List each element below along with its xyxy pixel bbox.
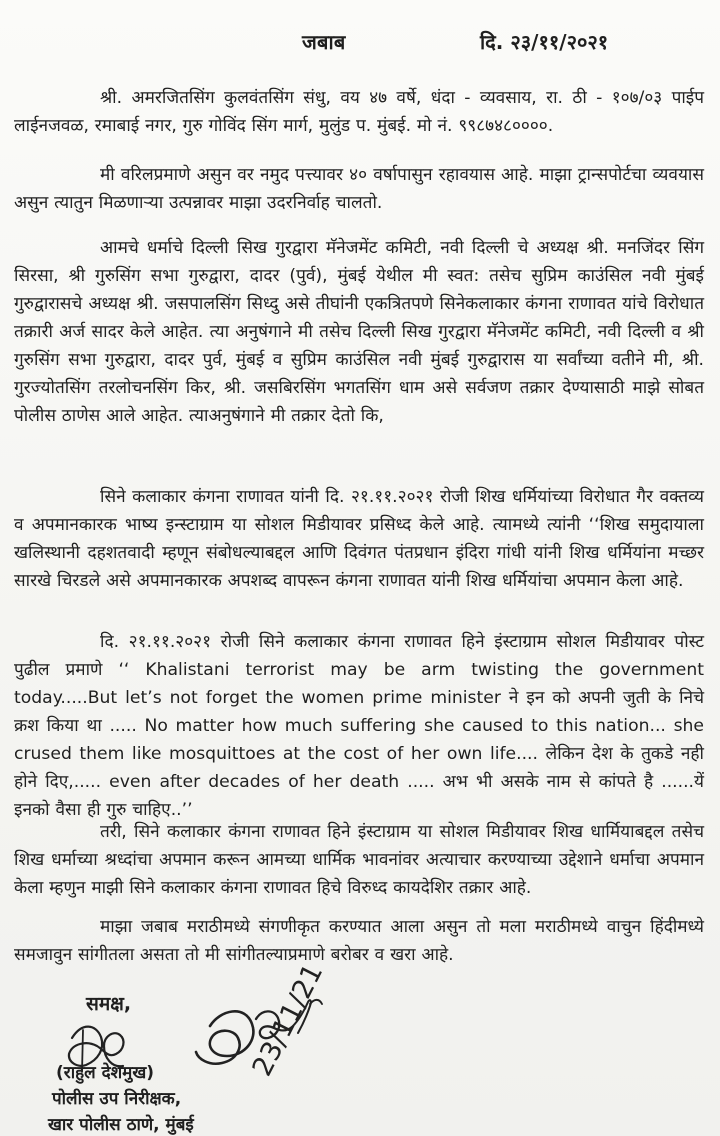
signature-date-label: 23/11/21 (246, 959, 330, 1082)
paragraph-complaint-context: आमचे धर्माचे दिल्ली सिख गुरद्वारा मॅनेजमेंट कमिटी, नवी दिल्ली चे अध्यक्ष श्री. मनजिंदर सिंग सिरसा, श्री गुरुसिंग सभा गुरुद्वारा, दादर (पुर्व), मुंबई येथील मी स्वत: तसेच सुप्रिम काउंसिल नवी मुंबई गुरुद्वारासचे अध्यक्ष श्री. जसपालसिंग सिध्दु असे तीघांनी एकत्रितपणे सिनेकलाकार कंगना राणावत यांचे विरोधात तक्रारी अर्ज सादर केले आहेत. त्या अनुषंगाने मी तसेच दिल्ली सिख गुरद्वारा मॅनेजमेंट कमिटी, नवी दिल्ली व श्री गुरुसिंग सभा गुरुद्वारा, दादर पुर्व, मुंबई व सुप्रिम काउंसिल नवी मुंबई गुरुद्वारास या सर्वांच्या वतीने मी, श्री. गुरज्योतसिंग तरलोचनसिंग किर, श्री. जसबिरसिंग भगतसिंग धाम असे सर्वजण तक्रार देण्यासाठी माझे सोबत पोलीस ठाणेस आले आहेत. त्याअनुषंगाने मी तक्रार देतो कि, (14, 238, 704, 426)
paragraph-complainant-details: श्री. अमरजितसिंग कुलवंतसिंग संधु, वय ४७ वर्षे, धंदा - व्यवसाय, रा. ठी - १०७/०३ पाईप लाईनजवळ, रमाबाई नगर, गुरु गोविंद सिंग मार्ग, मुलुंड प. मुंबई. मो नं. ९९८७४८००००. (14, 88, 704, 136)
officer-rank: पोलीस उप निरीक्षक, (52, 1089, 182, 1109)
signature-block (0, 959, 720, 1136)
officer-name: (राहुल देशमुख) (56, 1063, 155, 1083)
officer-station: खार पोलीस ठाणे, मुंबई (48, 1115, 194, 1135)
paragraph-instagram-post: दि. २१.११.२०२१ रोजी सिने कलाकार कंगना राणावत हिने इंस्टाग्राम सोशल मिडीयावर पोस्ट पुढील प्रमाणे ‘‘ Khalistani terrorist may be arm twisting the government today.....But let’s not forget the women prime minister ने इन को अपनी जुती के निचे क्रश किया था ..... No matter how much suffering she caused to this nation... she crused them like mosquittoes at the cost of her own life.... लेकिन देश के तुकडे नही होने दिए,..... even after decades of her death ..... अभ भी असके नाम से कांपते है ......यें इनको वैसा ही गुरु चाहिए..’’ (14, 632, 704, 820)
paragraph-legal-complaint: तरी, सिने कलाकार कंगना राणावत हिने इंस्टाग्राम या सोशल मिडीयावर शिख धार्मियाबद्दल तसेच शिख धर्माच्या श्रध्दांचा अपमान करून आमच्या धार्मिक भावनांवर अत्याचार करण्याच्या उद्देशाने धर्माचा अपमान केला म्हणुन माझी सिने कलाकार कंगना राणावत हिचे विरुध्द कायदेशिर तक्रार आहे. (14, 822, 704, 898)
document-title: जबाब (302, 30, 346, 54)
paragraph-residence-occupation: मी वरिलप्रमाणे असुन वर नमुद पत्त्यावर ४० वर्षापासुन रहावयास आहे. माझा ट्रान्सपोर्टचा व्यवयास असुन त्यातुन मिळणाऱ्या उत्पन्नावर माझा उदरनिर्वाह चालतो. (14, 165, 704, 213)
paragraph-statement-confirmation: माझा जबाब मराठीमध्ये संगणीकृत करण्यात आला असुन तो मला मराठीमध्ये वाचुन हिंदीमध्ये समजावुन सांगीतला असता तो मी सांगीतल्याप्रमाणे बरोबर व खरा आहे. (14, 917, 704, 965)
paragraph-complaint-summary: सिने कलाकार कंगना राणावत यांनी दि. २१.११.२०२१ रोजी शिख धर्मियांच्या विरोधात गैर वक्तव्य व अपमानकारक भाष्य इन्स्टाग्राम या सोशल मिडीयावर प्रसिध्द केले आहे. त्यामध्ये त्यांनी ‘‘शिख समुदायाला खलिस्थानी दहशतवादी म्हणून संबोधल्याबद्दल आणि दिवंगत पंतप्रधान इंदिरा गांधी यांनी शिख धर्मियांना मच्छर सारखे चिरडले असे अपमानकारक अपशब्द वापरून कंगना राणावत यांनी शिख धर्मियांचा अपमान केला आहे. (14, 487, 704, 591)
witness-label: समक्ष, (86, 993, 132, 1015)
document-date: दि. २३/११/२०२१ (480, 30, 609, 54)
